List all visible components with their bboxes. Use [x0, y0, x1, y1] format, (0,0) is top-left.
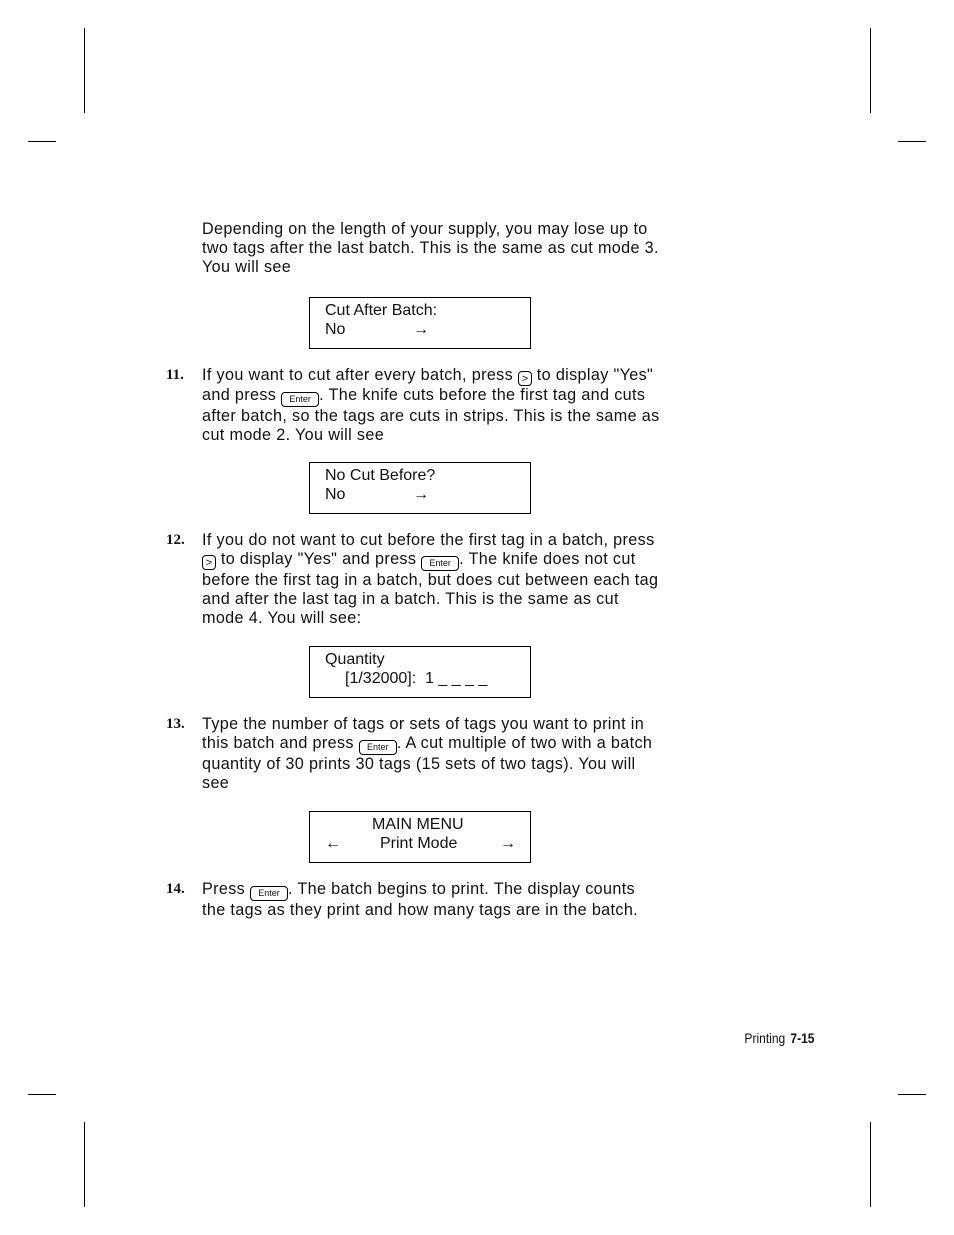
display-line-2: No: [325, 321, 346, 338]
right-arrow-icon: →: [500, 835, 516, 852]
enter-key-icon: Enter: [250, 886, 288, 901]
step-13-text: [202, 715, 742, 793]
text-line: see: [202, 774, 230, 792]
text-segment: If you want to cut after every batch, press: [202, 366, 518, 384]
crop-mark: [870, 28, 871, 113]
text-segment: this batch and press: [202, 734, 359, 752]
page-footer: [744, 1030, 814, 1046]
intro-paragraph: [202, 220, 742, 277]
step-number: 14.: [166, 881, 185, 897]
footer-section: Printing: [743, 1030, 785, 1046]
step-11-text: [202, 366, 742, 445]
right-arrow-icon: →: [413, 486, 429, 503]
text-line: Type the number of tags or sets of tags you want to print in: [202, 715, 645, 733]
text-line: mode 4. You will see:: [202, 609, 362, 627]
text-line: Depending on the length of your supply, you may lose up to: [202, 220, 648, 238]
crop-mark: [870, 1122, 871, 1207]
display-line-1: Cut After Batch:: [325, 302, 438, 319]
text-line: If you do not want to cut before the first tag in a batch, press: [202, 531, 655, 549]
step-number: 13.: [166, 716, 185, 732]
enter-key-icon: Enter: [421, 556, 459, 571]
right-key-icon: >: [202, 555, 216, 570]
text-segment: . The knife does not cut: [459, 550, 636, 568]
lcd-display-quantity: [309, 646, 531, 698]
page-number: 7-15: [789, 1030, 814, 1046]
step-14-text: [202, 880, 742, 920]
text-line: and after the last tag in a batch. This is the same as cut: [202, 590, 619, 608]
text-segment: to display "Yes" and press: [216, 550, 422, 568]
enter-key-icon: Enter: [281, 392, 319, 407]
crop-mark: [28, 141, 56, 142]
display-line-2: [1/32000]: 1 _ _ _ _: [345, 670, 488, 687]
text-line: quantity of 30 prints 30 tags (15 sets of two tags). You will: [202, 755, 636, 773]
display-line-2: No: [325, 486, 346, 503]
display-line-2: Print Mode: [380, 835, 458, 852]
crop-mark: [898, 141, 926, 142]
text-line: You will see: [202, 258, 292, 276]
left-arrow-icon: ←: [325, 835, 341, 852]
step-number: 11.: [166, 367, 184, 383]
text-segment: . A cut multiple of two with a batch: [396, 734, 653, 752]
display-line-1: Quantity: [325, 651, 385, 668]
lcd-display-cut-after-batch: [309, 297, 531, 349]
right-key-icon: >: [518, 371, 532, 386]
text-segment: . The knife cuts before the first tag and cuts: [319, 386, 646, 404]
text-segment: . The batch begins to print. The display counts: [287, 880, 635, 898]
crop-mark: [898, 1094, 926, 1095]
text-segment: Press: [202, 880, 250, 898]
lcd-display-main-menu: [309, 811, 531, 863]
text-line: before the first tag in a batch, but does cut between each tag: [202, 571, 659, 589]
text-segment: to display "Yes": [531, 366, 654, 384]
display-line-1: MAIN MENU: [372, 816, 464, 833]
crop-mark: [28, 1094, 56, 1095]
lcd-display-no-cut-before: [309, 462, 531, 514]
text-line: cut mode 2. You will see: [202, 426, 385, 444]
display-line-1: No Cut Before?: [325, 467, 436, 484]
step-12-text: [202, 531, 742, 628]
crop-mark: [84, 1122, 85, 1207]
text-segment: and press: [202, 386, 282, 404]
crop-mark: [84, 28, 85, 113]
text-line: the tags as they print and how many tags are in the batch.: [202, 901, 639, 919]
right-arrow-icon: →: [413, 321, 429, 338]
step-number: 12.: [166, 532, 185, 548]
text-line: two tags after the last batch. This is the same as cut mode 3.: [202, 239, 659, 257]
text-line: after batch, so the tags are cuts in strips. This is the same as: [202, 407, 660, 425]
enter-key-icon: Enter: [359, 740, 397, 755]
